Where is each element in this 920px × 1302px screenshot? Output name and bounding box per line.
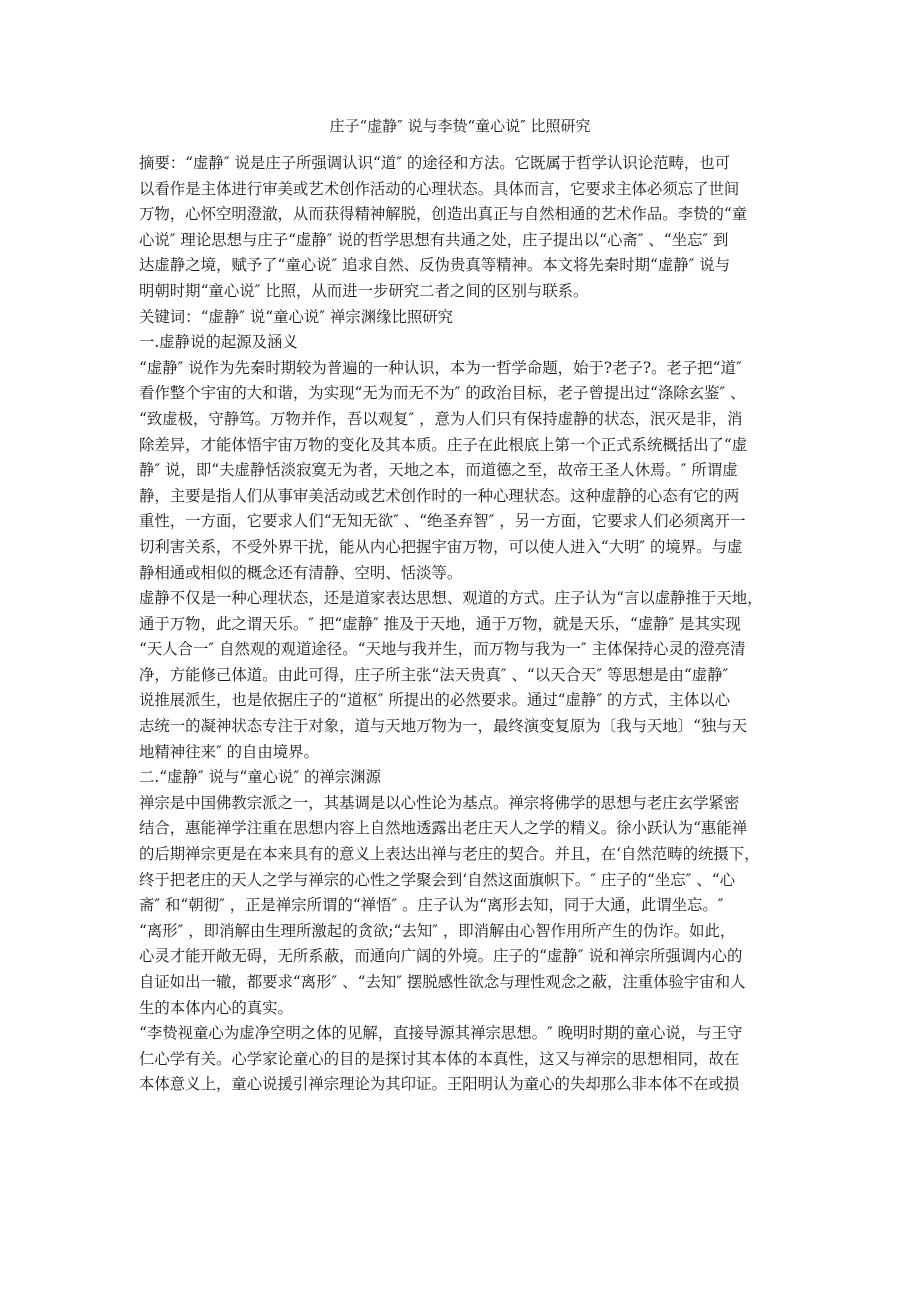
- text-line: “致虚极，守静笃。万物并作，吾以观复″ ，意为人们只有保持虚静的状态，泯灭是非，消: [139, 409, 743, 428]
- text-line: 说推展派生，也是依据庄子的“道枢″ 所提出的必然要求。通过“虚静″ 的方式，主体以心: [139, 691, 731, 710]
- text-line: 看作整个宇宙的大和谐，为实现“无为而无不为″ 的政治目标，老子曾提出过“涤除玄鉴″ 、: [139, 384, 746, 403]
- text-line: 结合，惠能禅学注重在思想内容上自然地透露出老庄天人之学的精义。徐小跃认为“惠能禅: [139, 819, 748, 838]
- text-line: “天人合一″ 自然观的观道途径。“天地与我并生，而万物与我为一″ 主体保持心灵的澄亮清: [139, 640, 746, 659]
- text-line: 终于把老庄的天人之学与禅宗的心性之学聚会到‘自然这面旗帜下。″ 庄子的“坐忘″ 、“心: [139, 870, 735, 889]
- text-line: 的后期禅宗更是在本来具有的意义上表达出禅与老庄的契合。并且，在‘自然范畴的统摄下，: [139, 845, 760, 864]
- text-line: 心灵才能开敞无碍，无所系蔽，而通向广阔的外境。庄子的“虚静″ 说和禅宗所强调内心的: [139, 947, 743, 966]
- text-line: 本体意义上，童心说援引禅宗理论为其印证。王阳明认为童心的失却那么非本体不在或损: [139, 1075, 740, 1094]
- text-line: 明朝时期“童心说″ 比照，从而进一步研究二者之间的区别与联系。: [139, 281, 589, 300]
- text-line: 以看作是主体进行审美或艺术创作活动的心理状态。具体而言，它要求主体必须忘了世间: [139, 179, 740, 198]
- text-line: 一.虚静说的起源及涵义: [139, 333, 298, 352]
- text-line: 净，方能修己体道。由此可得，庄子所主张“法天贵真″ 、“以天合天″ 等思想是由“虚静″: [139, 665, 729, 684]
- text-line: 除差异，才能体悟宇宙万物的变化及其本质。庄子在此根底上第一个正式系统概括出了“虚: [139, 435, 748, 454]
- text-line: 切利害关系，不受外界干扰，能从内心把握宇宙万物，可以使人进入“大明″ 的境界。与虚: [139, 537, 743, 556]
- text-line: 达虚静之境，赋予了“童心说″ 追求自然、反伪贵真等精神。本文将先秦时期“虚静″ 说与: [139, 256, 731, 275]
- text-line: 二.“虚静″ 说与“童心说″ 的禅宗渊源: [139, 768, 381, 787]
- text-line: 静相通或相似的概念还有清静、空明、恬淡等。: [139, 563, 463, 582]
- text-line: 禅宗是中国佛教宗派之一，其基调是以心性论为基点。禅宗将佛学的思想与老庄玄学紧密: [139, 793, 740, 812]
- text-line: 关键词：“虚静″ 说“童心说″ 禅宗渊缘比照研究: [139, 307, 454, 326]
- text-line: 地精神往来″ 的自由境界。: [139, 742, 319, 761]
- text-line: 通于万物，此之谓天乐。″ 把“虚静″ 推及于天地，通于万物，就是天乐，“虚静″ 是其实现: [139, 614, 741, 633]
- text-line: 生的本体内心的真实。: [139, 998, 293, 1017]
- page-title: 庄子“虚静″ 说与李贽“童心说″ 比照研究: [329, 117, 591, 135]
- text-line: 静，主要是指人们从事审美活动或艺术创作时的一种心理状态。这种虚静的心态有它的两: [139, 486, 740, 505]
- text-line: 斋″ 和“朝彻″ ，正是禅宗所谓的“禅悟″ 。庄子认为“离形去知，同于大通，此谓坐忘。″: [139, 896, 724, 915]
- text-line: 静″ 说，即“夫虚静恬淡寂寞无为者，天地之本，而道德之至，故帝王圣人休焉。″ 所谓虚: [139, 461, 738, 480]
- text-line: 万物，心怀空明澄澈，从而获得精神解脱，创造出真正与自然相通的艺术作品。李贽的“童: [139, 205, 748, 224]
- text-line: 心说″ 理论思想与庄子“虚静″ 说的哲学思想有共通之处，庄子提出以“心斋″ 、“坐忘″ 到: [139, 230, 729, 249]
- text-line: 虚静不仅是一种心理状态，还是道家表达思想、观道的方式。庄子认为“言以虚静推于天地，: [139, 589, 763, 608]
- document-body: [139, 151, 785, 1098]
- text-line: “离形″ ，即消解由生理所激起的贪欲;“去知″ ，即消解由心智作用所产生的伪诈。如此，: [139, 921, 736, 940]
- text-line: 自证如出一辙，都要求“离形″ 、“去知″ 摆脱感性欲念与理性观念之蔽，注重体验宇宙和人: [139, 973, 746, 991]
- text-line: 摘要：“虚静″ 说是庄子所强调认识“道″ 的途径和方法。它既属于哲学认识论范畴，也可: [139, 154, 731, 172]
- text-line: “虚静″ 说作为先秦时期较为普遍的一种认识，本为一哲学命题，始于?老子?。老子把“道″: [139, 358, 742, 377]
- text-line: 仁心学有关。心学家论童心的目的是探讨其本体的本真性，这又与禅宗的思想相同，故在: [139, 1049, 740, 1068]
- text-line: 重性，一方面，它要求人们“无知无欲″ 、“绝圣弃智″ ，另一方面，它要求人们必须离开一: [139, 512, 746, 531]
- text-line: 志统一的凝神状态专注于对象，道与天地万物为一，最终演变复原为〔我与天地〕“独与天: [139, 717, 748, 736]
- text-line: “李贽视童心为虚净空明之体的见解，直接导源其禅宗思想。″ 晚明时期的童心说，与王守: [139, 1024, 743, 1043]
